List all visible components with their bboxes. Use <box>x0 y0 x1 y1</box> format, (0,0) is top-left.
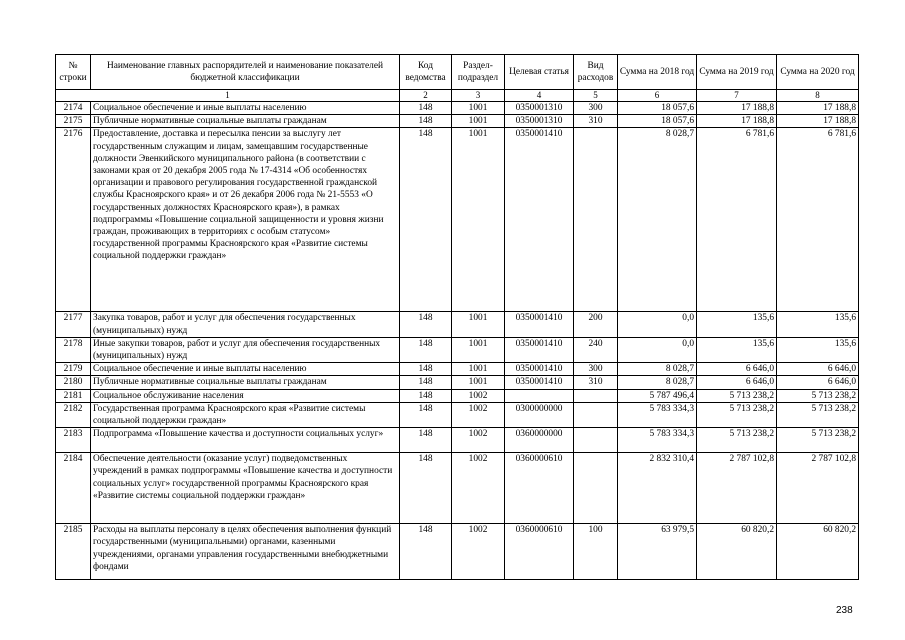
row-department-code: 148 <box>400 312 452 337</box>
row-target-article <box>505 389 574 402</box>
row-section: 1002 <box>452 524 505 580</box>
row-name: Закупка товаров, работ и услуг для обеспечения государственных (муниципальных) нужд <box>91 312 400 337</box>
table-row <box>56 115 859 128</box>
column-index-cell: 6 <box>618 90 697 102</box>
row-expense-type: 100 <box>574 524 618 580</box>
row-number: 2181 <box>56 389 91 402</box>
table-row <box>56 337 859 362</box>
row-expense-type: 200 <box>574 312 618 337</box>
header-row <box>56 55 859 90</box>
row-target-article: 0350001410 <box>505 363 574 376</box>
row-department-code: 148 <box>400 376 452 389</box>
row-target-article: 0350001310 <box>505 115 574 128</box>
row-section: 1001 <box>452 363 505 376</box>
row-sum-2018: 18 057,6 <box>618 102 697 115</box>
row-name: Подпрограмма «Повышение качества и доступности социальных услуг» <box>91 428 400 453</box>
row-sum-2018: 8 028,7 <box>618 128 697 312</box>
row-section: 1001 <box>452 337 505 362</box>
row-sum-2019: 2 787 102,8 <box>697 453 777 524</box>
row-expense-type: 310 <box>574 376 618 389</box>
row-sum-2018: 5 787 496,4 <box>618 389 697 402</box>
row-number: 2184 <box>56 453 91 524</box>
row-department-code: 148 <box>400 524 452 580</box>
row-expense-type: 240 <box>574 337 618 362</box>
table-row <box>56 402 859 427</box>
row-section: 1001 <box>452 128 505 312</box>
row-section: 1001 <box>452 115 505 128</box>
page-number: 238 <box>836 605 853 616</box>
row-department-code: 148 <box>400 402 452 427</box>
row-sum-2018: 0,0 <box>618 312 697 337</box>
row-name: Социальное обслуживание населения <box>91 389 400 402</box>
row-sum-2020: 135,6 <box>777 312 859 337</box>
row-name: Социальное обеспечение и иные выплаты населению <box>91 102 400 115</box>
table-row <box>56 524 859 580</box>
row-name: Публичные нормативные социальные выплаты гражданам <box>91 115 400 128</box>
row-name: Государственная программа Красноярского края «Развитие системы социальной поддержки граждан» <box>91 402 400 427</box>
table-row <box>56 428 859 453</box>
column-index-cell: 5 <box>574 90 618 102</box>
row-section: 1002 <box>452 453 505 524</box>
row-sum-2018: 5 783 334,3 <box>618 402 697 427</box>
row-sum-2020: 6 646,0 <box>777 376 859 389</box>
row-name: Предоставление, доставка и пересылка пенсии за выслугу лет государственным служащим и лицам, замещавшим государственные должности Эвенкийского муниципального района (в соответствии с законами края от 20 декабря 2005 года № 17-4314 «Об особенностях организации и правового регулирования государственной гражданской службы Красноярского края» и от 26 декабря 2006 года № 21-5553 «О государственных должностях Красноярского края»), в рамках подпрограммы «Повышение социальной защищенности и уровня жизни граждан, проживающих в территориях с особым статусом» государственной программы Красноярского края «Развитие системы социальной поддержки граждан» <box>91 128 400 312</box>
row-number: 2174 <box>56 102 91 115</box>
row-name: Обеспечение деятельности (оказание услуг) подведомственных учреждений в рамках подпрограммы «Повышение качества и доступности социальных услуг» государственной программы Красноярского края «Развитие системы социальной поддержки граждан» <box>91 453 400 524</box>
header-sum-2020: Сумма на 2020 год <box>777 55 859 90</box>
row-sum-2019: 135,6 <box>697 312 777 337</box>
row-department-code: 148 <box>400 128 452 312</box>
row-expense-type <box>574 389 618 402</box>
row-section: 1001 <box>452 376 505 389</box>
column-index-row <box>56 90 859 102</box>
row-name: Иные закупки товаров, работ и услуг для обеспечения государственных (муниципальных) нужд <box>91 337 400 362</box>
row-expense-type: 310 <box>574 115 618 128</box>
row-target-article: 0350001410 <box>505 312 574 337</box>
row-section: 1002 <box>452 402 505 427</box>
row-name: Социальное обеспечение и иные выплаты населению <box>91 363 400 376</box>
row-expense-type <box>574 428 618 453</box>
row-number: 2183 <box>56 428 91 453</box>
row-expense-type: 300 <box>574 363 618 376</box>
row-sum-2019: 5 713 238,2 <box>697 428 777 453</box>
header-sum-2019: Сумма на 2019 год <box>697 55 777 90</box>
row-department-code: 148 <box>400 115 452 128</box>
header-row-number: № строки <box>56 55 91 90</box>
row-target-article: 0350001410 <box>505 128 574 312</box>
row-sum-2019: 5 713 238,2 <box>697 402 777 427</box>
row-expense-type <box>574 402 618 427</box>
row-target-article: 0350001310 <box>505 102 574 115</box>
row-target-article: 0360000000 <box>505 428 574 453</box>
row-sum-2019: 6 646,0 <box>697 363 777 376</box>
row-section: 1001 <box>452 102 505 115</box>
row-sum-2018: 0,0 <box>618 337 697 362</box>
row-sum-2018: 8 028,7 <box>618 363 697 376</box>
row-sum-2018: 2 832 310,4 <box>618 453 697 524</box>
row-sum-2020: 6 781,6 <box>777 128 859 312</box>
table-row <box>56 376 859 389</box>
row-sum-2020: 5 713 238,2 <box>777 402 859 427</box>
row-section: 1002 <box>452 389 505 402</box>
row-number: 2185 <box>56 524 91 580</box>
header-sum-2018: Сумма на 2018 год <box>618 55 697 90</box>
row-name: Расходы на выплаты персоналу в целях обеспечения выполнения функций государственными (муниципальными) органами, казенными учреждениями, органами управления государственными внебюджетными фондами <box>91 524 400 580</box>
table-row <box>56 363 859 376</box>
row-number: 2178 <box>56 337 91 362</box>
row-sum-2018: 18 057,6 <box>618 115 697 128</box>
column-index-cell: 1 <box>56 90 400 102</box>
row-department-code: 148 <box>400 389 452 402</box>
row-section: 1002 <box>452 428 505 453</box>
header-department-code: Код ведомства <box>400 55 452 90</box>
row-target-article: 0300000000 <box>505 402 574 427</box>
row-number: 2176 <box>56 128 91 312</box>
row-target-article: 0360000610 <box>505 524 574 580</box>
row-sum-2020: 5 713 238,2 <box>777 428 859 453</box>
row-department-code: 148 <box>400 337 452 362</box>
row-number: 2179 <box>56 363 91 376</box>
header-expense-type: Вид расходов <box>574 55 618 90</box>
row-sum-2019: 17 188,8 <box>697 115 777 128</box>
row-department-code: 148 <box>400 102 452 115</box>
table-row <box>56 102 859 115</box>
column-index-cell: 3 <box>452 90 505 102</box>
row-number: 2182 <box>56 402 91 427</box>
budget-table <box>55 54 859 580</box>
row-expense-type <box>574 453 618 524</box>
header-name: Наименование главных распорядителей и наименование показателей бюджетной классификации <box>91 55 400 90</box>
row-name: Публичные нормативные социальные выплаты гражданам <box>91 376 400 389</box>
row-sum-2019: 17 188,8 <box>697 102 777 115</box>
row-target-article: 0360000610 <box>505 453 574 524</box>
row-section: 1001 <box>452 312 505 337</box>
row-sum-2019: 60 820,2 <box>697 524 777 580</box>
column-index-cell: 2 <box>400 90 452 102</box>
row-expense-type: 300 <box>574 102 618 115</box>
header-target-article: Целевая статья <box>505 55 574 90</box>
row-number: 2175 <box>56 115 91 128</box>
row-sum-2020: 5 713 238,2 <box>777 389 859 402</box>
row-department-code: 148 <box>400 453 452 524</box>
header-section: Раздел-подраздел <box>452 55 505 90</box>
row-sum-2018: 5 783 334,3 <box>618 428 697 453</box>
row-sum-2018: 63 979,5 <box>618 524 697 580</box>
row-sum-2020: 17 188,8 <box>777 115 859 128</box>
row-target-article: 0350001410 <box>505 337 574 362</box>
row-number: 2180 <box>56 376 91 389</box>
row-sum-2019: 5 713 238,2 <box>697 389 777 402</box>
row-department-code: 148 <box>400 428 452 453</box>
table-row <box>56 128 859 312</box>
row-sum-2019: 6 781,6 <box>697 128 777 312</box>
row-sum-2020: 135,6 <box>777 337 859 362</box>
row-sum-2019: 6 646,0 <box>697 376 777 389</box>
row-sum-2020: 17 188,8 <box>777 102 859 115</box>
row-department-code: 148 <box>400 363 452 376</box>
column-index-cell: 8 <box>777 90 859 102</box>
table-row <box>56 389 859 402</box>
table-row <box>56 453 859 524</box>
row-sum-2019: 135,6 <box>697 337 777 362</box>
row-sum-2020: 2 787 102,8 <box>777 453 859 524</box>
column-index-cell: 4 <box>505 90 574 102</box>
row-sum-2020: 60 820,2 <box>777 524 859 580</box>
column-index-cell: 7 <box>697 90 777 102</box>
row-expense-type <box>574 128 618 312</box>
row-target-article: 0350001410 <box>505 376 574 389</box>
table-row <box>56 312 859 337</box>
row-sum-2020: 6 646,0 <box>777 363 859 376</box>
row-sum-2018: 8 028,7 <box>618 376 697 389</box>
row-number: 2177 <box>56 312 91 337</box>
